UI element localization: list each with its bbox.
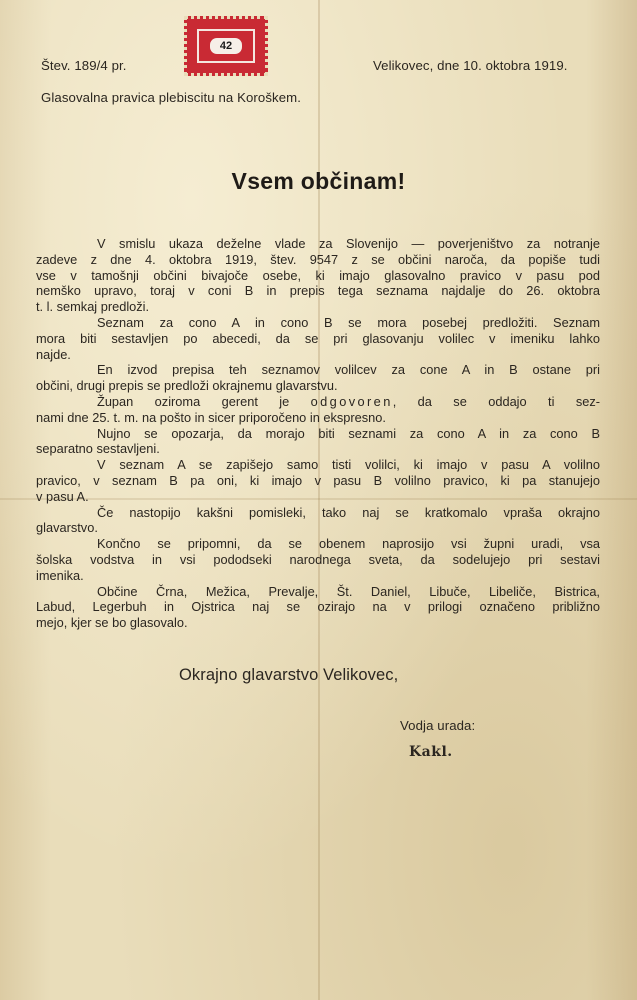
spaced-emphasis: odgovoren	[310, 393, 393, 409]
body-line: glavarstvo.	[36, 520, 98, 536]
reference-number: Štev. 189/4 pr.	[41, 58, 127, 73]
body-line: pravico, v seznam B pa oni, ki imajo v pasu B volilno pravico, ki pa stanujejo	[36, 472, 600, 488]
signatory-name: Kakl.	[409, 744, 453, 760]
body-line	[36, 394, 600, 410]
red-stamp	[184, 16, 268, 76]
stamp-frame	[197, 29, 255, 63]
body-line: t. l. semkaj predloži.	[36, 299, 150, 315]
signatory-role: Vodja urada:	[400, 718, 476, 733]
body-line: šolska vodstva in vsi pododseki narodnega sveta, da sodelujejo pri sestavi	[36, 551, 600, 567]
body-line: nami dne 25. t. m. na pošto in sicer priporočeno in ekspresno.	[36, 409, 386, 425]
document-body	[36, 236, 600, 631]
body-line: imenika.	[36, 567, 84, 583]
body-line: Končno se pripomni, da se obenem naprosijo vsi župni uradi, vsa	[97, 536, 600, 552]
body-line: najde.	[36, 346, 71, 362]
body-line: Občine Črna, Mežica, Prevalje, Št. Daniel, Libuče, Libeliče, Bistrica,	[97, 583, 600, 599]
body-line: občini, drugi prepis se predloži okrajnemu glavarstvu.	[36, 378, 338, 394]
body-line: zadeve z dne 4. oktobra 1919, štev. 9547 z se občini naroča, da popiše tudi	[36, 251, 600, 267]
subject-line: Glasovalna pravica plebiscitu na Koroškem.	[41, 90, 302, 105]
body-line: V smislu ukaza deželne vlade za Slovenijo — poverjeništvo za notranje	[97, 236, 600, 251]
body-line: mora biti sestavljen po abecedi, da se pri glasovanju volilec v imeniku lahko	[36, 330, 600, 346]
body-line: separatno sestavljeni.	[36, 441, 160, 457]
body-line: V seznam A se zapišejo samo tisti volilci, ki imajo v pasu A volilno	[97, 457, 600, 473]
body-fragment: , da se oddajo ti sez-	[392, 393, 601, 409]
body-line: vse v tamošnji občini bivajoče osebe, ki imajo glasovalno pravico v pasu pod	[36, 267, 600, 283]
office-name: Okrajno glavarstvo Velikovec,	[179, 666, 399, 684]
body-line: Seznam za cono A in cono B se mora posebej predložiti. Seznam	[97, 314, 600, 330]
body-line: v pasu A.	[36, 488, 89, 504]
body-line: Če nastopijo kakšni pomisleki, tako naj se kratkomalo vpraša okrajno	[97, 504, 600, 520]
body-line: mejo, kjer se bo glasovalo.	[36, 615, 188, 631]
body-line: Nujno se opozarja, da morajo biti seznami za cono A in za cono B	[97, 425, 600, 441]
body-fragment: Župan oziroma gerent je	[97, 393, 290, 409]
body-line: nemško upravo, toraj v coni B in prepis tega seznama najdalje do 26. oktobra	[36, 283, 600, 299]
stamp-number: 42	[210, 38, 242, 54]
place-date: Velikovec, dne 10. oktobra 1919.	[373, 58, 568, 73]
document-title: Vsem občinam!	[231, 168, 406, 194]
body-line: Labud, Legerbuh in Ojstrica naj se ozirajo na v prilogi označeno približno	[36, 599, 600, 615]
body-line: En izvod prepisa teh seznamov volilcev za cone A in B ostane pri	[97, 362, 600, 378]
